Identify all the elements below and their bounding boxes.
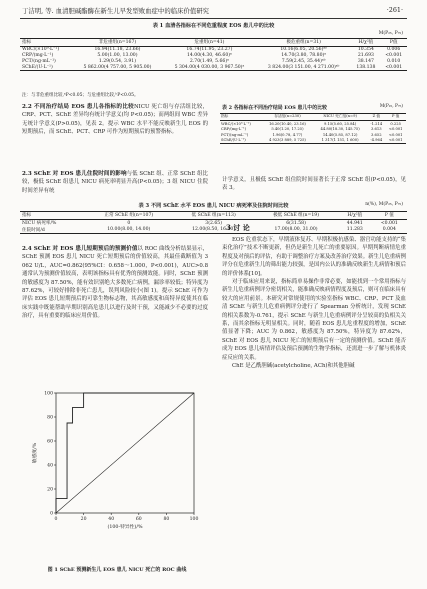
table3-caption: 表 3 不同 SChE 水平 EOS 患儿 NICU 病死率及住院时间比较 (138, 203, 289, 209)
table1-cell: <0.001 (385, 64, 403, 70)
table3-header-cell: 正常 SChE 组(n=107) (104, 213, 154, 219)
table2-cell: -4.964 (370, 138, 383, 143)
table1-cell: <0.001 (385, 52, 403, 58)
table2-cell: PCT/(ng·mL⁻¹) (221, 132, 249, 137)
table1-cell: 16.74(11.95, 23.27) (186, 47, 233, 53)
x-tick-label: 20 (80, 517, 87, 522)
running-header-title: 丁洁明, 等. 血清胆碱酯酶在新生儿早发型败血症中的临床价值研究 (22, 7, 210, 15)
table-row (20, 219, 407, 226)
section-3-body (222, 236, 406, 371)
table3-header-cell: 指标 (22, 213, 32, 219)
section-3-title: 3 讨 论 (226, 223, 250, 232)
table1-unit: M(P₂₅, P₇₅) (378, 31, 403, 36)
table1-cell: 0.006 (387, 47, 401, 53)
table1-header-cell: 极危重组(n=31) (286, 40, 321, 46)
figure1-caption: 图 1 SChE 预测新生儿 EOS 患儿 NICU 死亡的 ROC 曲线 (47, 567, 187, 573)
x-axis-label: (100-特异性)/% (107, 525, 143, 530)
section-2-2-heading: 2.2 不同治疗结局 EOS 患儿各指标的比较 (22, 104, 134, 110)
table1-cell: 14.70(3.80, 78.80)ᵃ (281, 52, 327, 58)
table1-cell: 5.00(1.00, 13.00) (97, 52, 138, 58)
table1-header-cell: 危重组(n=41) (194, 40, 225, 46)
x-tick-label: 100 (189, 517, 199, 522)
table1-cell: 21.693 (357, 52, 374, 58)
table1-header-cell: 非危重组(n=167) (98, 40, 137, 46)
table2-cell: WBC/(×10⁹·L⁻¹) (221, 121, 251, 126)
table1-cell: 38.147 (357, 58, 374, 64)
table-row (20, 64, 407, 70)
table3-unit: n(%), M(P₂₅, P₇₅) (365, 202, 403, 207)
table1-cell: 10.354 (357, 47, 374, 53)
table3-cell: 10.00(8.00, 14.00) (107, 227, 151, 233)
y-tick-label: 40 (47, 463, 53, 469)
table2-cell: 44.80(18.30, 145.75) (320, 127, 360, 132)
section-2-2 (22, 103, 208, 137)
table3-cell: 17.00(8.00, 31.00) (274, 227, 318, 233)
table1-cell: SChE/(U·L⁻¹) (22, 64, 53, 70)
section-2-3 (22, 170, 208, 195)
table2-cell: -1.214 (370, 121, 383, 126)
x-tick-label: 80 (163, 517, 170, 522)
table3-cell: 0.004 (382, 227, 396, 233)
section-2-3-continued (222, 176, 406, 193)
table1-header-cell: 指标 (22, 40, 32, 46)
table2-header-cell: Z 值 (372, 114, 381, 119)
reference-line (56, 393, 194, 513)
table2-cell: <0.001 (388, 132, 403, 137)
table3-cell: 6(31.58) (286, 220, 306, 226)
table2-cell: 3.613 (371, 127, 382, 132)
table1-cell: 14.00(4.30, 46.60)ᵃ (187, 52, 232, 58)
table1-header-cell: H/χ²值 (358, 40, 374, 46)
section-3-paragraph: 对于临床应用来说，指标简单易操作非常必要，如能找到一个常用指标与新生儿危重病例评分密切相关，能准确反映病情程度及预后，则可在临床具有较大的应用前景。本研究对常规使用的实验室指标 WBC、CRP、PCT 及血清 SChE 与新生儿危重病例评分进行了 Spearman 分析统计，发现 SChE 的相关系数为-0.761，提示 SChE 与新生儿危重病例评分呈较高的负相关关系，而其余指标无明显相关。同时，随着 EOS 患儿危重程度的增加，SChE 值显著下降；AUC 为 0.862，敏感度为 87.50%，特异度为 87.62%，SChE 对 EOS 患儿 NICU 死亡的短期预后有一定的预测价值。SChE 能否成为 EOS 患儿病情评估及预后预测的生物学指标，还需进一步了解与机体炎症反应的关系。 (222, 279, 406, 361)
x-tick-label: 40 (108, 517, 115, 522)
header-rule (20, 18, 407, 19)
section-2-4-heading: 2.4 SChE 对 EOS 患儿短期预后的预测价值 (22, 246, 138, 252)
table2-cell: 0.225 (390, 121, 401, 126)
table3-cell: 3(2.65) (205, 220, 223, 226)
table2-header-cell: 指标 (221, 114, 229, 119)
table2-unit: M(P₂₅, P₇₅) (379, 104, 403, 109)
table2-header-cell: 存活组(n=230) (274, 114, 301, 119)
table3-header-cell: P 值 (384, 213, 394, 219)
table2-cell: 5.40(1.20, 17.25) (271, 127, 304, 132)
table3-cell: NICU 病死率/% (22, 221, 57, 227)
table1-cell: CRP/(mg·L⁻¹) (22, 52, 54, 58)
table3-cell: 住院时间/d (22, 227, 45, 233)
table1-cell: 5 862.00(4 757.00, 5 905.00) (83, 64, 152, 70)
table3-header-cell: H/χ²值 (347, 213, 363, 219)
table2-caption: 表 2 各指标在不同治疗结局 EOS 患儿中的比较 (222, 105, 327, 111)
table2-cell: 4 923(3 889, 5 725) (268, 138, 306, 143)
table2-cell: 16.20(10.40, 23.16) (268, 121, 306, 126)
table-row (220, 138, 406, 144)
table1-cell: PCT/(ng·mL⁻¹) (22, 58, 56, 64)
section-2-3-text-left: 与低 SChE 组、正常 SChE 组比较，极低 SChE 组患儿 NICU 病死率明显升高(P<0.05)；3 组 NICU 住院时间差异有统 (22, 171, 208, 194)
table1-cell: 1.29(0.54, 3.91) (98, 58, 137, 64)
section-2-4-text: 以 ROC 曲线分析结果显示，SChE 预测 EOS 患儿 NICU 死亡短期预后的价值较高，其最佳截断值为 3 062 U/L，AUC=0.862(95%CI：0.658～1.000，P<0.001)，AUC>0.8 通常认为预测价值较高，表明该指标具有优秀的预测效能。同时，SChE 预测的敏感度为 87.50%，能有效识别绝大多数死亡病例，漏诊率较低；特异度为 87.62%，可较好排除非死亡患儿，误判风险较小(图 1)。提示 SChE 可作为评估 EOS 患儿短期预后的可靠生物标志物，其高敏感度和高特异度使其在临床实践中既能帮助早期识别高危患儿以进行及时干预，又能减少不必要的过度治疗，具有重要的临床应用价值。 (22, 246, 208, 320)
table2-cell: 3.652 (371, 132, 382, 137)
y-tick-label: 60 (47, 439, 53, 445)
y-axis-label: 敏感度/% (33, 442, 38, 464)
table1-note: 注：与非危重组比较,ᵃP<0.05；与危重组比较,ᵇP<0.05。 (22, 93, 139, 98)
table3-header-cell: 低 SChE 组(n=113) (191, 213, 236, 219)
table2-cell: CRP/(mg·L⁻¹) (221, 127, 247, 132)
table2-cell: 1.96(0.78, 4.77) (272, 132, 303, 137)
table3-header-cell: 极低 SChE 组(n=19) (273, 213, 319, 219)
table2 (220, 113, 406, 144)
figure1 (22, 387, 208, 537)
table3-cell: 44.941 (346, 220, 363, 226)
page-number: ·261· (386, 6, 403, 14)
x-tick-label: 0 (54, 517, 58, 522)
section-2-2-text: NICU 死亡组与存活组比较，CRP、PCT、SChE 差异均有统计学意义(均 P<0.05)；而两组间 WBC 差异无统计学意义(P>0.05)，见表 2。提示 WBC 水平不能反映新生儿 EOS 的短期预后，而 SChE、PCT、CRP 可作为短期预后的预警指标。 (22, 104, 208, 136)
table1-cell: 138.138 (356, 64, 376, 70)
x-tick-label: 60 (135, 517, 142, 522)
y-tick-label: 80 (47, 415, 53, 421)
section-3-paragraph: EOS 危重状态下，早期液体复苏、早期积极抗感染、器官功能支持的“集束化治疗”技术不断更新，但仍是新生儿死亡的重要原因。早期判断病情危重程度及对预后的评估，有助于调整治疗方案及改善治疗效果。新生儿危重病例评分在危重新生儿的筛出能力较强，是国内公认的准确反映新生儿病情和预后的评价体系[10]。 (222, 237, 406, 277)
table3-cell: 11.283 (346, 227, 363, 233)
table2-cell: 1 317(1 151, 1 600) (321, 138, 359, 143)
table3-cell: <0.001 (380, 220, 398, 226)
y-tick-label: 0 (50, 511, 53, 517)
table1-caption: 表 1 血清各指标在不同危重程度 EOS 患儿中的比较 (152, 23, 275, 29)
table2-header-cell: NICU 死亡组(n=9) (323, 114, 357, 119)
table1-cell: 16.94(11.18, 23.66) (94, 47, 141, 53)
table2-cell: <0.001 (388, 127, 403, 132)
section-2-3-heading: 2.3 SChE 对 EOS 患儿住院时间的影响 (22, 171, 127, 177)
table1 (20, 38, 407, 71)
table3-cell: 0 (127, 220, 131, 226)
table3-cell: 12.00(8.50, 16.00) (192, 227, 236, 233)
table1-cell: 3 824.00(3 151.00, 4 271.00)ᵃᵇ (267, 64, 340, 70)
table3 (20, 211, 407, 234)
roc-chart (22, 387, 208, 537)
table1-cell: 0.010 (387, 58, 401, 64)
table1-cell: 10.16(6.05, 20.56)ᵃᵇ (280, 47, 327, 53)
table2-cell: <0.001 (388, 138, 403, 143)
y-tick-label: 20 (47, 487, 53, 493)
table1-cell: 5 304.00(4 030.00, 3 967.50)ᵃ (174, 64, 245, 70)
section-2-3-text-right: 计学意义，且极低 SChE 组住院时间显著长于正常 SChE 组(P<0.05)，见表 3。 (222, 177, 406, 192)
table2-header-cell: P 值 (392, 114, 400, 119)
y-tick-label: 100 (44, 391, 53, 397)
table2-cell: 14.40(5.85, 87.12) (322, 132, 358, 137)
table1-cell: 7.59(2.45, 35.44)ᵃᵇ (281, 58, 326, 64)
table2-cell: SChE/(U·L⁻¹) (221, 138, 246, 143)
table1-header-cell: P值 (389, 40, 398, 46)
table2-cell: 9.15(5.60, 25.84) (324, 121, 357, 126)
table1-cell: WBC/(×10⁹·L⁻¹) (22, 47, 60, 53)
table-row (20, 227, 407, 234)
section-2-4 (22, 245, 208, 321)
section-3-paragraph: ChE 是乙酰胆碱(acetylcholine, ACh)和其他胆碱 (232, 363, 355, 370)
table1-cell: 2.70(1.49, 5.66)ᵃ (189, 58, 229, 64)
